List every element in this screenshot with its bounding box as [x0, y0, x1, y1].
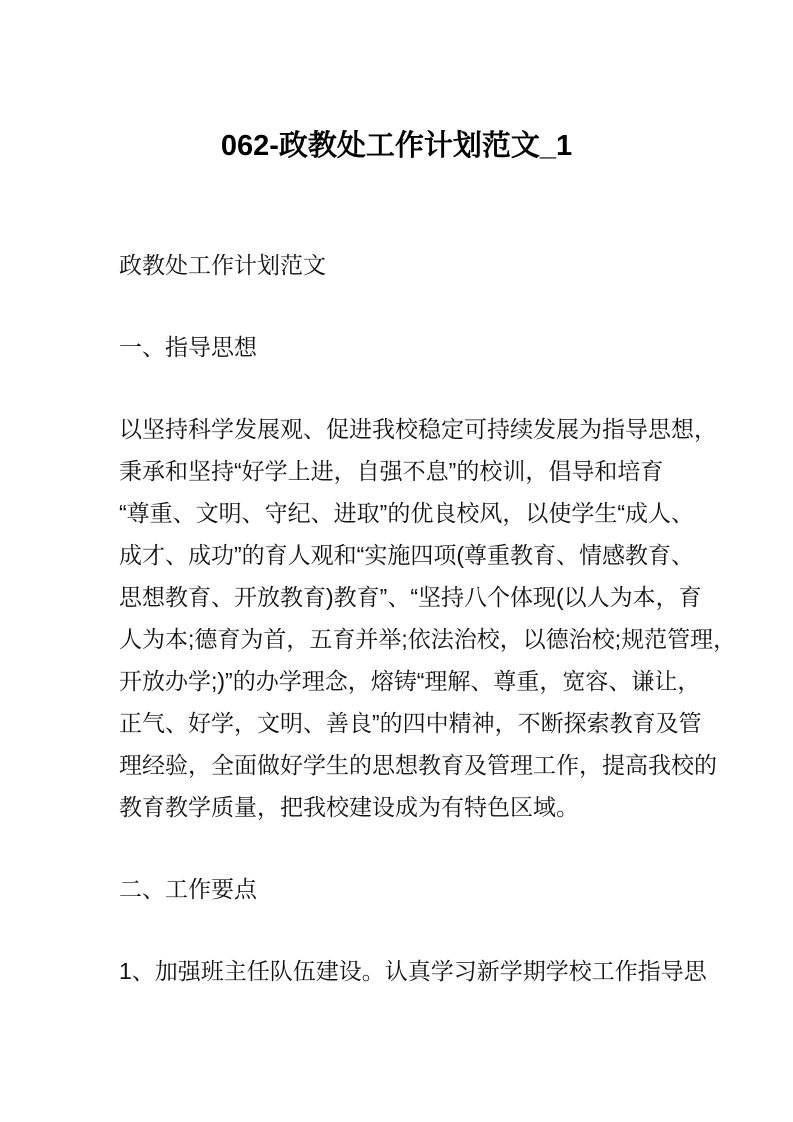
body-line: 成才、成功”的育人观和“实施四项(尊重教育、情感教育、 — [119, 542, 694, 568]
body-line: 开放办学;)”的办学理念，熔铸“理解、尊重，宽容、谦让， — [119, 668, 701, 694]
document-body — [0, 244, 793, 992]
body-line: 正气、好学，文明、善良”的四中精神，不断探索教育及管 — [119, 710, 702, 736]
body-line: 人为本;德育为首，五育并举;依法治校，以德治校;规范管理， — [119, 626, 737, 652]
section-heading-1 — [119, 326, 765, 368]
body-line: 以坚持科学发展观、促进我校稳定可持续发展为指导思想， — [119, 416, 717, 442]
subtitle-paragraph — [119, 244, 765, 286]
body-line: 教育教学质量，把我校建设成为有特色区域。 — [119, 794, 579, 820]
work-points-paragraph — [119, 950, 765, 992]
section-heading-2-line: 二、工作要点 — [119, 876, 257, 902]
body-line: “尊重、文明、守纪、进取”的优良校风，以使学生“成人、 — [119, 500, 694, 526]
body-line: 1、加强班主任队伍建设。认真学习新学期学校工作指导思 — [119, 958, 707, 984]
body-line: 理经验，全面做好学生的思想教育及管理工作，提高我校的 — [119, 752, 717, 778]
body-line: 思想教育、开放教育)教育”、“坚持八个体现(以人为本，育 — [119, 584, 702, 610]
section-heading-2 — [119, 868, 765, 910]
section-heading-1-line: 一、指导思想 — [119, 334, 257, 360]
subtitle-line: 政教处工作计划范文 — [119, 252, 326, 278]
document-title: 062-政教处工作计划范文_1 — [220, 130, 573, 162]
guiding-ideology-paragraph — [119, 408, 765, 828]
body-line: 秉承和坚持“好学上进，自强不息”的校训，倡导和培育 — [119, 458, 664, 484]
